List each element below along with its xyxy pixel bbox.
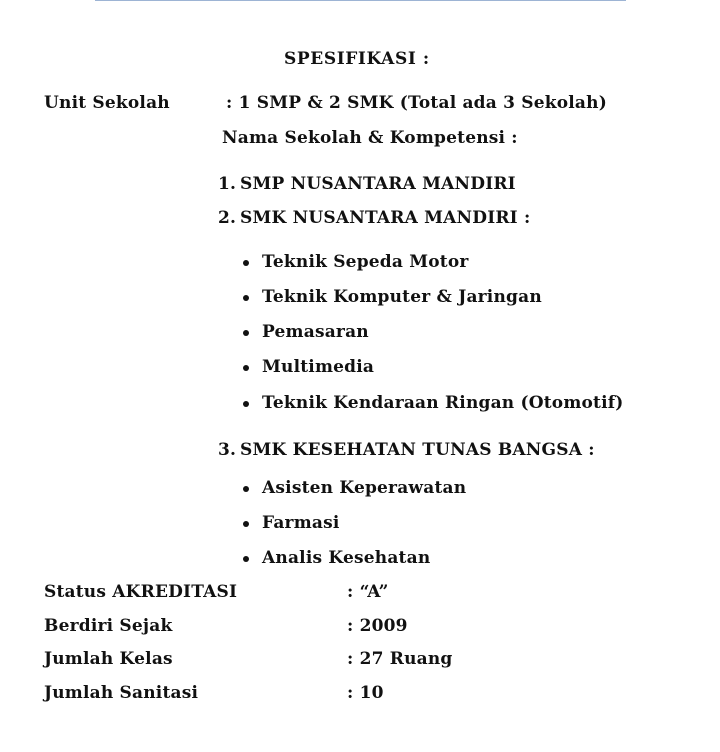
program-item: Farmasi	[262, 513, 340, 533]
school-name: SMK NUSANTARA MANDIRI :	[240, 208, 531, 228]
nama-heading: Nama Sekolah & Kompetensi :	[222, 128, 518, 148]
program-item: Asisten Keperawatan	[262, 478, 467, 498]
field-value: : 10	[347, 683, 384, 703]
bullet-icon	[243, 260, 249, 266]
bullet-icon	[243, 401, 249, 407]
header-rule	[95, 0, 626, 1]
school-name: SMP NUSANTARA MANDIRI	[240, 174, 516, 194]
unit-value: : 1 SMP & 2 SMK (Total ada 3 Sekolah)	[226, 93, 607, 113]
school-name: SMK KESEHATAN TUNAS BANGSA :	[240, 440, 595, 460]
bullet-icon	[243, 330, 249, 336]
school-number: 3.	[218, 440, 237, 460]
bullet-icon	[243, 365, 249, 371]
bullet-icon	[243, 295, 249, 301]
program-item: Teknik Komputer & Jaringan	[262, 287, 542, 307]
program-item: Pemasaran	[262, 322, 369, 342]
field-label: Status AKREDITASI	[44, 582, 238, 602]
bullet-icon	[243, 486, 249, 492]
school-number: 1.	[218, 174, 237, 194]
field-label: Jumlah Kelas	[44, 649, 173, 669]
unit-label: Unit Sekolah	[44, 93, 170, 113]
school-number: 2.	[218, 208, 237, 228]
page-title: SPESIFIKASI :	[284, 49, 430, 69]
field-value: : 2009	[347, 616, 408, 636]
bullet-icon	[243, 521, 249, 527]
program-item: Teknik Sepeda Motor	[262, 252, 469, 272]
program-item: Teknik Kendaraan Ringan (Otomotif)	[262, 393, 624, 413]
field-value: : “A”	[347, 582, 389, 602]
field-value: : 27 Ruang	[347, 649, 453, 669]
field-label: Berdiri Sejak	[44, 616, 173, 636]
field-label: Jumlah Sanitasi	[44, 683, 199, 703]
bullet-icon	[243, 556, 249, 562]
program-item: Multimedia	[262, 357, 375, 377]
program-item: Analis Kesehatan	[262, 548, 431, 568]
